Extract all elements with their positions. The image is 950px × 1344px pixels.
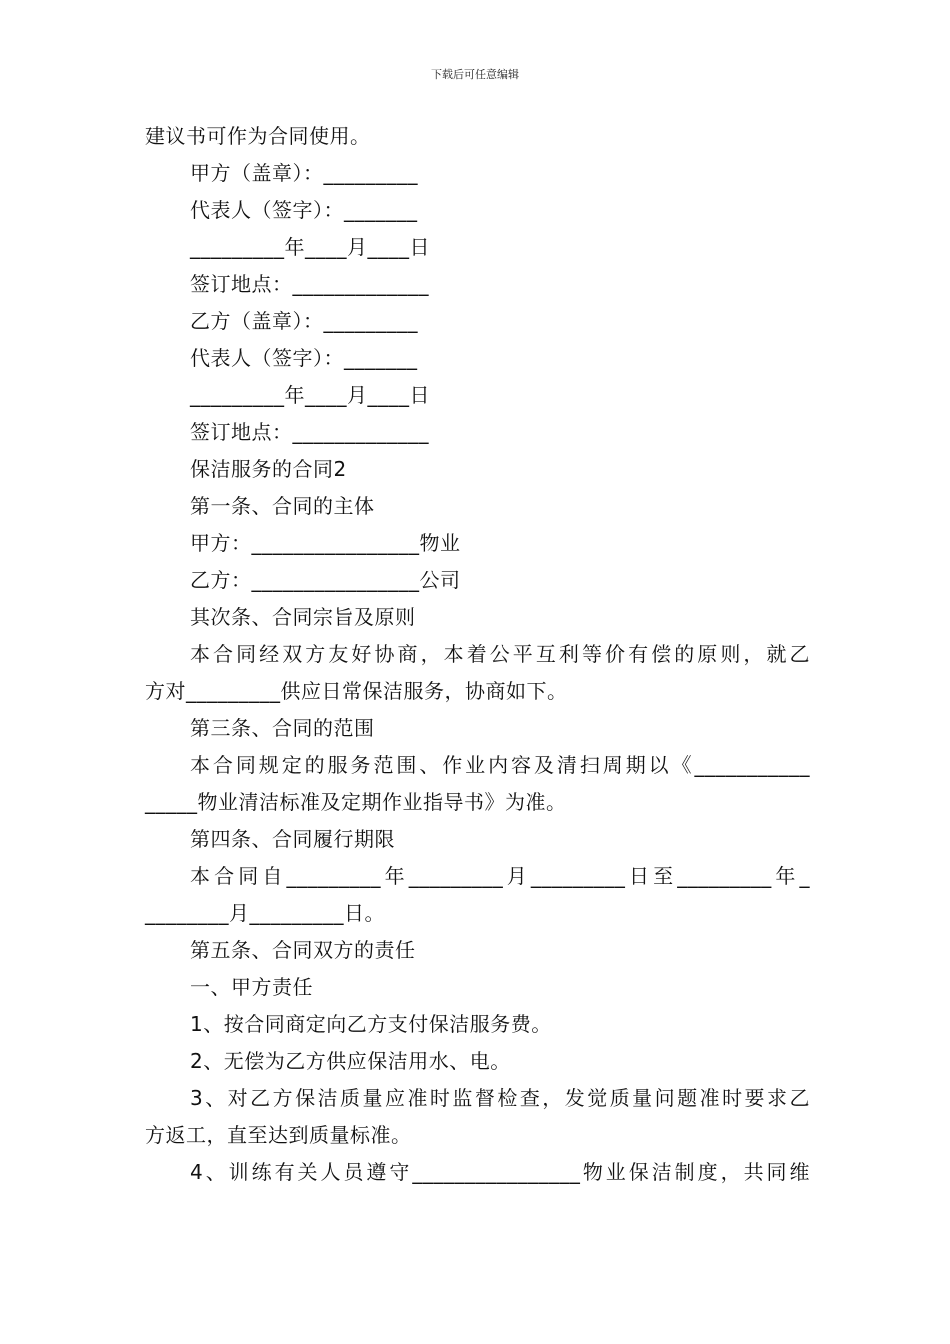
paragraph-line: 方对_________供应日常保洁服务，协商如下。 [145, 679, 568, 703]
list-item: 3、对乙方保洁质量应准时监督检查，发觉质量问题准时要求乙 [190, 1086, 810, 1110]
paragraph-line: 本合同经双方友好协商，本着公平互利等价有偿的原则，就乙 [190, 642, 810, 666]
list-item: 4、训练有关人员遵守________________物业保洁制度，共同维 [190, 1160, 810, 1184]
party-b-seal-line: 乙方（盖章）：_________ [190, 309, 418, 333]
document-body [145, 118, 810, 1191]
paragraph-line: 方返工，直至达到质量标准。 [145, 1123, 412, 1147]
party-b-line: 乙方：________________公司 [190, 568, 461, 592]
party-a-date-line: _________年____月____日 [190, 235, 430, 259]
section-heading: 一、甲方责任 [190, 975, 313, 999]
contract-title: 保洁服务的合同2 [190, 457, 347, 481]
party-a-seal-line: 甲方（盖章）：_________ [190, 161, 418, 185]
article-heading: 第一条、合同的主体 [190, 494, 375, 518]
article-heading: 其次条、合同宗旨及原则 [190, 605, 416, 629]
paragraph-line: 本合同规定的服务范围、作业内容及清扫周期以《___________ [190, 753, 810, 777]
article-heading: 第四条、合同履行期限 [190, 827, 395, 851]
paragraph-line: 本合同自_________年_________月_________日至_________年_ [190, 864, 810, 888]
paragraph-line: _____物业清洁标准及定期作业指导书》为准。 [145, 790, 567, 814]
party-a-representative-line: 代表人（签字）：_______ [190, 198, 418, 222]
party-b-location-line: 签订地点：_____________ [190, 420, 429, 444]
article-heading: 第五条、合同双方的责任 [190, 938, 416, 962]
text-line: 建议书可作为合同使用。 [145, 124, 371, 148]
paragraph-line: ________月_________日。 [145, 901, 385, 925]
article-heading: 第三条、合同的范围 [190, 716, 375, 740]
party-b-representative-line: 代表人（签字）：_______ [190, 346, 418, 370]
party-a-line: 甲方：________________物业 [190, 531, 461, 555]
page-header: 下载后可任意编辑 [431, 68, 519, 81]
list-item: 2、无偿为乙方供应保洁用水、电。 [190, 1049, 511, 1073]
list-item: 1、按合同商定向乙方支付保洁服务费。 [190, 1012, 552, 1036]
party-a-location-line: 签订地点：_____________ [190, 272, 429, 296]
party-b-date-line: _________年____月____日 [190, 383, 430, 407]
